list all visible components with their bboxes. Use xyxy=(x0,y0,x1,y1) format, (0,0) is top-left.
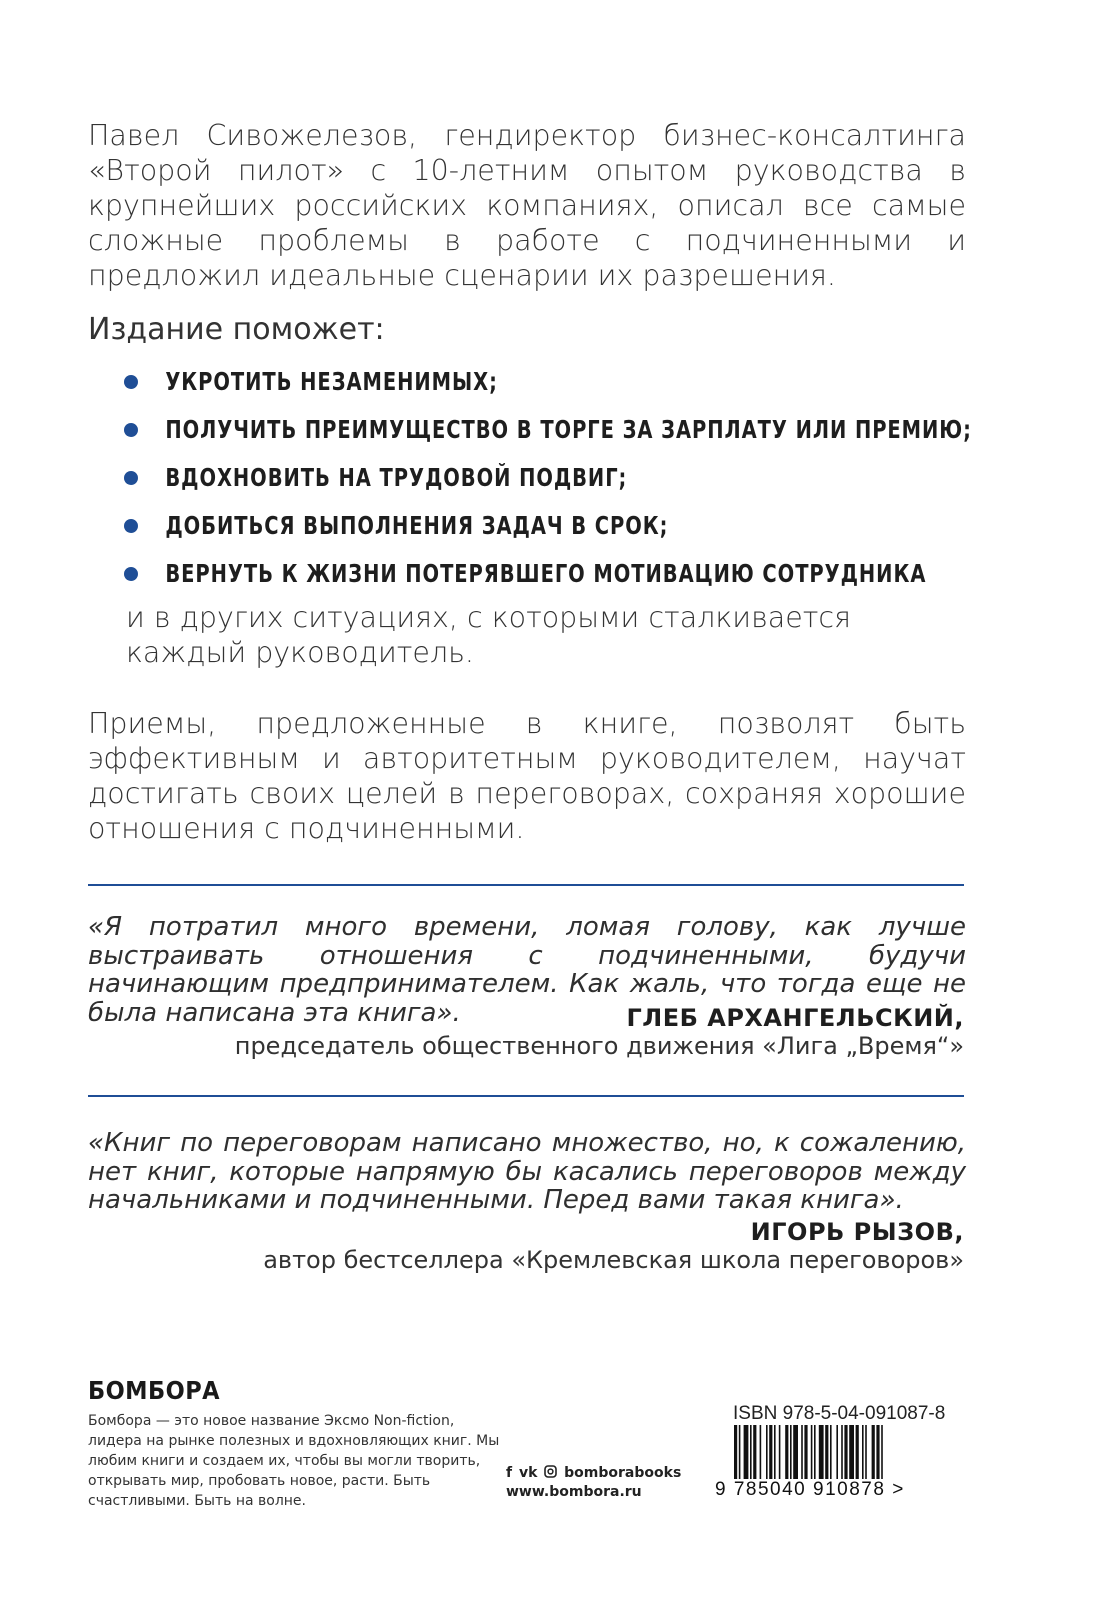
intro-paragraph: Павел Сивожелезов, гендиректор бизнес-консалтинга «Второй пилот» с 10-летним опытом руководства в крупнейших российских компаниях, описал все самые сложные проблемы в работе с подчиненными и предложил идеальные сценарии их разрешения. xyxy=(88,119,966,292)
social-handle xyxy=(506,1465,681,1481)
quote-author-role: автор бестселлера «Кремлевская школа переговоров» xyxy=(263,1246,964,1274)
promise-paragraph: Приемы, предложенные в книге, позволят быть эффективным и авторитетным руководителем, научат достигать своих целей в переговорах, сохраняя хорошие отношения с подчиненными. xyxy=(88,707,966,845)
list-item: ВДОХНОВИТЬ НА ТРУДОВОЙ ПОДВИГ; xyxy=(124,454,795,502)
divider xyxy=(88,1095,964,1097)
isbn-label: ISBN 978-5-04-091087-8 xyxy=(733,1403,946,1424)
benefits-list xyxy=(124,358,984,598)
social-handle-text: bomborabooks xyxy=(564,1465,682,1481)
bullet-dot-icon xyxy=(124,567,138,581)
quote-author: ГЛЕБ АРХАНГЕЛЬСКИЙ, xyxy=(626,1004,964,1032)
list-item: УКРОТИТЬ НЕЗАМЕНИМЫХ; xyxy=(124,358,795,406)
bullet-dot-icon xyxy=(124,423,138,437)
bullet-dot-icon xyxy=(124,471,138,485)
quote-author-role: председатель общественного движения «Лига „Время“» xyxy=(234,1032,964,1060)
quote-text: «Я потратил много времени, ломая голову, как лучше выстраивать отношения с подчиненными, будучи начинающим предпринимателем. Как жаль, что тогда еще не была написана эта книга». xyxy=(88,912,966,1028)
benefits-lead: Издание поможет: xyxy=(88,312,385,347)
list-item: ДОБИТЬСЯ ВЫПОЛНЕНИЯ ЗАДАЧ В СРОК; xyxy=(124,502,795,550)
bullet-dot-icon xyxy=(124,519,138,533)
publisher-logo: БОМБОРА xyxy=(88,1376,221,1405)
facebook-icon: f xyxy=(506,1465,513,1481)
benefits-tail: и в других ситуациях, с которыми сталкивается каждый руководитель. xyxy=(126,601,851,669)
barcode xyxy=(734,1425,934,1479)
list-item: ВЕРНУТЬ К ЖИЗНИ ПОТЕРЯВШЕГО МОТИВАЦИЮ СОТРУДНИКА xyxy=(124,550,795,598)
instagram-icon xyxy=(544,1465,557,1481)
publisher-about: Бомбора — это новое название Эксмо Non-fiction, лидера на рынке полезных и вдохновляющих книг. Мы любим книги и создаем их, чтобы вы могли творить, открывать мир, пробовать новое, расти. Быть счастливыми. Быть на волне. xyxy=(88,1413,500,1509)
barcode-digits: 9 785040 910878 > xyxy=(715,1479,905,1500)
quote-text: «Книг по переговорам написано множество, но, к сожалению, нет книг, которые напрямую бы касались переговоров между начальниками и подчиненными. Перед вами такая книга». xyxy=(88,1128,966,1215)
bullet-dot-icon xyxy=(124,375,138,389)
publisher-website: www.bombora.ru xyxy=(506,1484,642,1500)
list-item: ПОЛУЧИТЬ ПРЕИМУЩЕСТВО В ТОРГЕ ЗА ЗАРПЛАТУ ИЛИ ПРЕМИЮ; xyxy=(124,406,795,454)
divider xyxy=(88,884,964,886)
quote-author: ИГОРЬ РЫЗОВ, xyxy=(750,1218,964,1246)
vk-icon: vk xyxy=(518,1465,538,1481)
